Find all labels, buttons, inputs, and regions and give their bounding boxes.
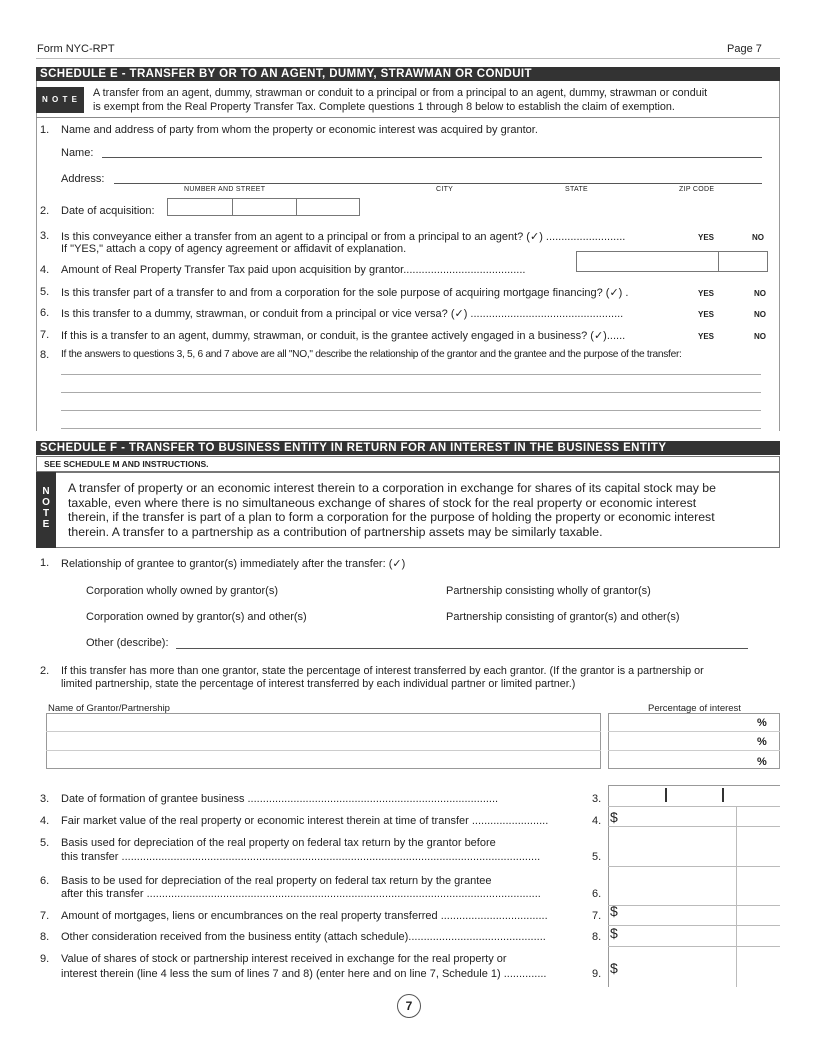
opt-corporation-owned-others[interactable]: Corporation owned by grantor(s) and other(s) (86, 611, 307, 623)
form-name: Form NYC-RPT (37, 43, 115, 55)
name-label: Name: (61, 147, 94, 159)
schedule-e-title: SCHEDULE E - TRANSFER BY OR TO AN AGENT, DUMMY, STRAWMAN OR CONDUIT (36, 67, 780, 81)
opt-partnership-wholly[interactable]: Partnership consisting wholly of grantor(s) (446, 585, 651, 597)
line5-text: Basis used for depreciation of the real property on federal tax return by the grantor before (61, 837, 496, 849)
line4-number: 4. (40, 815, 50, 827)
pct-sign-3[interactable]: % (757, 756, 767, 768)
line6-text-cont: after this transfer ................................................................................................................................. (61, 888, 541, 900)
grantor-row-divider-2 (46, 750, 601, 751)
line3-ref: 3. (592, 793, 602, 805)
pct-row-divider-2 (608, 750, 780, 751)
pct-row-divider-1 (608, 731, 780, 732)
line9-text: Value of shares of stock or partnership interest received in exchange for the real property or (61, 953, 507, 965)
q6-text: Is this transfer to a dummy, strawman, or conduit from a principal or vice versa? (✓) .................................................. (61, 308, 624, 320)
amount-row-divider-5 (608, 866, 780, 867)
grantor-name-row-1[interactable] (48, 715, 598, 730)
opt-other-label: Other (describe): (86, 637, 169, 649)
q5-text: Is this transfer part of a transfer to and from a corporation for the sole purpose of acquiring mortgage financing? (✓) . (61, 287, 629, 299)
pct-sign-2[interactable]: % (757, 736, 767, 748)
percentage-table (608, 713, 780, 769)
amount-row-divider-6 (608, 905, 780, 906)
f-q2-line2: limited partnership, state the percentage of interest transferred by each individual partner or limited partner.) (61, 678, 576, 690)
q2-text: Date of acquisition: (61, 205, 155, 217)
schedule-f-note-label: N O T E (42, 486, 50, 530)
q5-number: 5. (40, 286, 50, 298)
line3-text: Date of formation of grantee business .................................................................................. (61, 793, 499, 805)
q8-line-4[interactable] (61, 428, 761, 429)
schedule-e-note-line1: A transfer from an agent, dummy, strawman or conduit to a principal or from a principal to an agent, dummy, strawman or conduit (93, 87, 708, 99)
q3-subtext: If "YES," attach a copy of agency agreement or affidavit of explanation. (61, 243, 407, 255)
line8-number: 8. (40, 931, 50, 943)
date-of-acquisition-field[interactable] (167, 198, 360, 216)
page-label: Page 7 (727, 43, 762, 55)
opt-other-describe-field[interactable] (176, 648, 748, 649)
line8-text: Other consideration received from the business entity (attach schedule)............................................. (61, 931, 546, 943)
schedule-f-note-line1: A transfer of property or an economic interest therein to a corporation in exchange for shares of its capital stock may be (68, 481, 716, 495)
q8-text: If the answers to questions 3, 5, 6 and 7 above are all "NO," describe the relationship of the grantor and the grantee and the purpose of the transfer: (61, 349, 682, 360)
line9-number: 9. (40, 953, 50, 965)
addr-city-caption: CITY (436, 186, 454, 193)
pct-sign-1[interactable]: % (757, 717, 767, 729)
q6-no[interactable]: NO (754, 310, 766, 319)
line4-dollar-field[interactable]: $ (610, 809, 618, 825)
schedule-f-note-line4: therein. A transfer to a partnership as a contribution of partnership assets may be similarly taxable. (68, 525, 603, 539)
line3-date-field[interactable] (609, 787, 777, 805)
q7-yes[interactable]: YES (698, 332, 715, 341)
schedule-e-right-border (779, 81, 780, 431)
note-rule (36, 117, 780, 118)
col-header-percentage: Percentage of interest (648, 703, 741, 714)
line7-dollar-field[interactable]: $ (610, 903, 618, 919)
q5-no[interactable]: NO (754, 289, 766, 298)
line3-number: 3. (40, 793, 50, 805)
date-divider-1 (232, 198, 233, 216)
q8-number: 8. (40, 349, 50, 361)
schedule-e-note-label: N O T E (36, 87, 84, 113)
line5-amount-field[interactable] (609, 828, 735, 864)
q1-text: Name and address of party from whom the property or economic interest was acquired by grantor. (61, 124, 538, 136)
q6-number: 6. (40, 307, 50, 319)
line8-ref: 8. (592, 931, 602, 943)
amount-row-divider-3 (608, 806, 780, 807)
page-number-badge: 7 (397, 994, 421, 1018)
grantor-name-row-2[interactable] (48, 733, 598, 748)
col-header-grantor-name: Name of Grantor/Partnership (48, 703, 170, 714)
q7-number: 7. (40, 329, 50, 341)
schedule-f-note-line2: taxable, even where there is no simultaneous exchange of shares of stock for the real property or economic interest (68, 496, 697, 510)
f-q1-text: Relationship of grantee to grantor(s) immediately after the transfer: (✓) (61, 558, 406, 570)
address-field[interactable] (114, 183, 762, 184)
address-label: Address: (61, 173, 105, 185)
q3-number: 3. (40, 230, 50, 242)
q8-line-3[interactable] (61, 410, 761, 411)
amount-row-divider-4 (608, 826, 780, 827)
grantor-name-row-3[interactable] (48, 752, 598, 767)
q2-number: 2. (40, 205, 50, 217)
line4-text: Fair market value of the real property or economic interest therein at time of transfer ......................... (61, 815, 549, 827)
amounts-cents-divider (736, 806, 737, 987)
line9-dollar-field[interactable]: $ (610, 960, 618, 976)
q3-yes[interactable]: YES (698, 233, 715, 242)
line6-number: 6. (40, 875, 50, 887)
line7-text: Amount of mortgages, liens or encumbrances on the real property transferred ................................... (61, 910, 548, 922)
line6-ref: 6. (592, 888, 602, 900)
schedule-f-note-line3: therein, if the transfer is part of a plan to form a corporation for the purpose of holding the property or economic interest (68, 510, 715, 524)
schedule-f-title: SCHEDULE F - TRANSFER TO BUSINESS ENTITY IN RETURN FOR AN INTEREST IN THE BUSINESS ENTITY (36, 441, 780, 455)
q4-cents-divider (718, 251, 719, 272)
line5-number: 5. (40, 837, 50, 849)
line9-text-cont: interest therein (line 4 less the sum of lines 7 and 8) (enter here and on line 7, Schedule 1) .............. (61, 968, 547, 980)
addr-street-caption: NUMBER AND STREET (184, 186, 266, 193)
q7-no[interactable]: NO (754, 332, 766, 341)
schedule-e-left-border (36, 81, 37, 431)
line7-ref: 7. (592, 910, 602, 922)
line8-dollar-field[interactable]: $ (610, 925, 618, 941)
amount-row-divider-8 (608, 946, 780, 947)
q4-text: Amount of Real Property Transfer Tax paid upon acquisition by grantor........................................ (61, 264, 526, 276)
q5-yes[interactable]: YES (698, 289, 715, 298)
schedule-e-note-line2: is exempt from the Real Property Transfer Tax. Complete questions 1 through 8 below to establish the claim of exemption. (93, 101, 675, 113)
q3-no[interactable]: NO (752, 233, 764, 242)
q4-amount-field[interactable] (576, 251, 768, 272)
q8-line-1[interactable] (61, 374, 761, 375)
q7-text: If this is a transfer to an agent, dummy, strawman, or conduit, is the grantee actively engaged in a business? (✓)...... (61, 330, 626, 342)
f-q2-number: 2. (40, 665, 50, 677)
opt-partnership-others[interactable]: Partnership consisting of grantor(s) and other(s) (446, 611, 680, 623)
name-field[interactable] (102, 157, 762, 158)
header-rule (36, 58, 780, 59)
f-q1-number: 1. (40, 557, 50, 569)
q8-line-2[interactable] (61, 392, 761, 393)
line9-ref: 9. (592, 968, 602, 980)
q3-text: Is this conveyance either a transfer from an agent to a principal or from a principal to an agent? (✓) .......................... (61, 231, 626, 243)
line5-ref: 5. (592, 851, 602, 863)
date-divider-2 (296, 198, 297, 216)
line6-text: Basis to be used for depreciation of the real property on federal tax return by the grantee (61, 875, 492, 887)
grantor-row-divider-1 (46, 731, 601, 732)
q6-yes[interactable]: YES (698, 310, 715, 319)
line6-amount-field[interactable] (609, 868, 735, 904)
addr-state-caption: STATE (565, 186, 589, 193)
line4-ref: 4. (592, 815, 602, 827)
line5-text-cont: this transfer ......................................................................................................................................... (61, 851, 541, 863)
line7-number: 7. (40, 910, 50, 922)
amount-row-divider-7 (608, 925, 780, 926)
schedule-f-see-instructions: SEE SCHEDULE M AND INSTRUCTIONS. (44, 459, 209, 469)
opt-corporation-wholly-owned[interactable]: Corporation wholly owned by grantor(s) (86, 585, 278, 597)
q4-number: 4. (40, 264, 50, 276)
q1-number: 1. (40, 124, 50, 136)
f-q2-line1: If this transfer has more than one grantor, state the percentage of interest transferred by each grantor. (If the grantor is a partnership or (61, 665, 704, 677)
addr-zip-caption: ZIP CODE (679, 186, 715, 193)
